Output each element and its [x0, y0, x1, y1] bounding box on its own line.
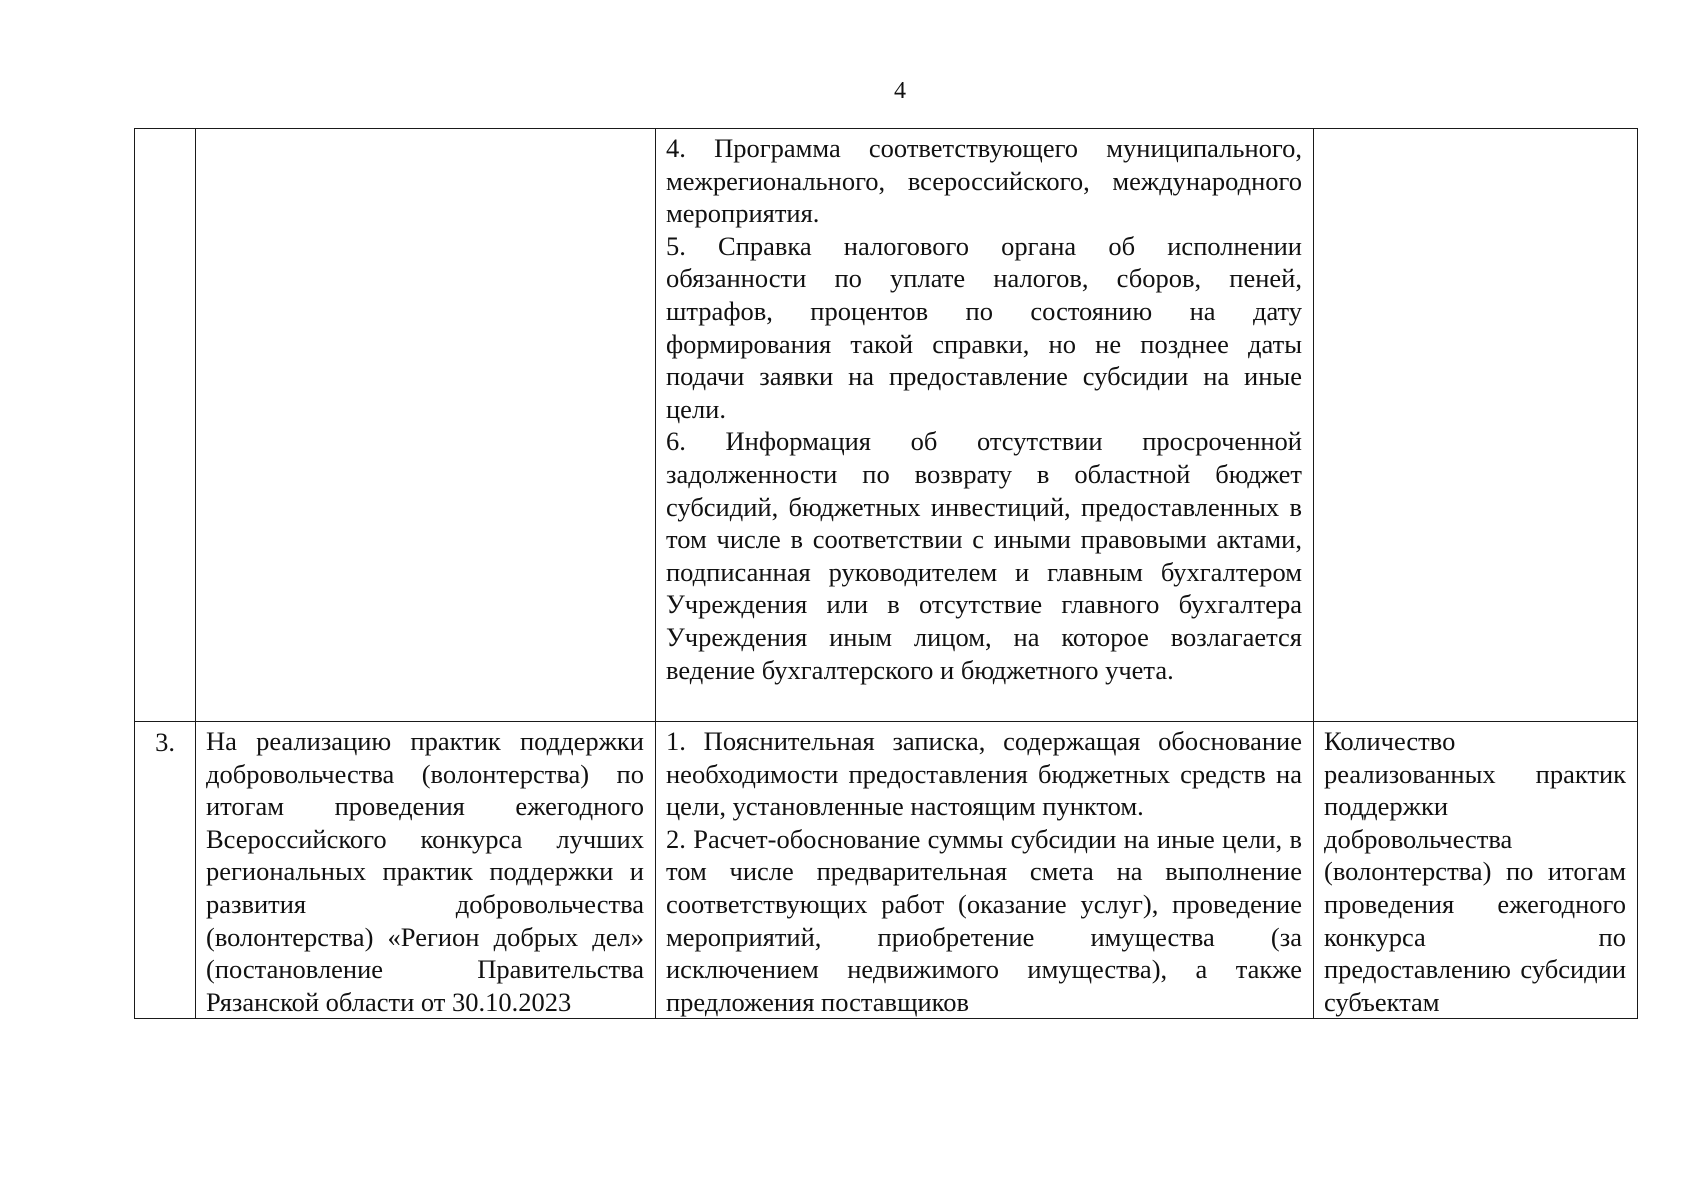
table-row	[135, 722, 1638, 1019]
documents-cell	[656, 129, 1314, 722]
page-number: 4	[894, 78, 906, 104]
document-item: 5. Справка налогового органа об исполнении обязанности по уплате налогов, сборов, пеней, штрафов, процентов по состоянию на дату формирования такой справки, но не позднее даты подачи заявки на предоставление субсидии на иные цели.	[666, 230, 1302, 424]
document-item: 4. Программа соответствующего муниципального, межрегионального, всероссийского, международного мероприятия.	[666, 133, 1302, 229]
document-item: 1. Пояснительная записка, содержащая обоснование необходимости предоставления бюджетных средств на цели, установленные настоящим пунктом.	[666, 726, 1302, 822]
document-item: 6. Информация об отсутствии просроченной задолженности по возврату в областной бюджет субсидий, бюджетных инвестиций, предоставленных в том числе в соответствии с иными правовыми актами, подписанная руководителем и главным бухгалтером Учреждения или в отсутствие главного бухгалтера Учреждения иным лицом, на которое возлагается ведение бухгалтерского и бюджетного учета.	[666, 426, 1302, 685]
document-item: 2. Расчет-обоснование суммы субсидии на иные цели, в том числе предварительная смета на выполнение соответствующих работ (оказание услуг), проведение мероприятий, приобретение имущества (за исключением недвижимого имущества), а также предложения поставщиков	[666, 823, 1302, 1017]
result-cell: Количество реализованных практик поддержки добровольчества (волонтерства) по итогам проведения ежегодного конкурса по предоставлению субсидии субъектам	[1314, 722, 1638, 1019]
row-number-cell	[135, 129, 196, 722]
requirements-table	[134, 128, 1638, 1019]
purpose-cell: На реализацию практик поддержки добровольчества (волонтерства) по итогам проведения ежегодного Всероссийского конкурса лучших региональных практик поддержки и развития добровольчества (волонтерства) «Регион добрых дел» (постановление Правительства Рязанской области от 30.10.2023	[196, 722, 656, 1019]
result-cell	[1314, 129, 1638, 722]
purpose-cell	[196, 129, 656, 722]
row-number-cell: 3.	[135, 722, 196, 1019]
documents-cell	[656, 722, 1314, 1019]
table-row	[135, 129, 1638, 722]
